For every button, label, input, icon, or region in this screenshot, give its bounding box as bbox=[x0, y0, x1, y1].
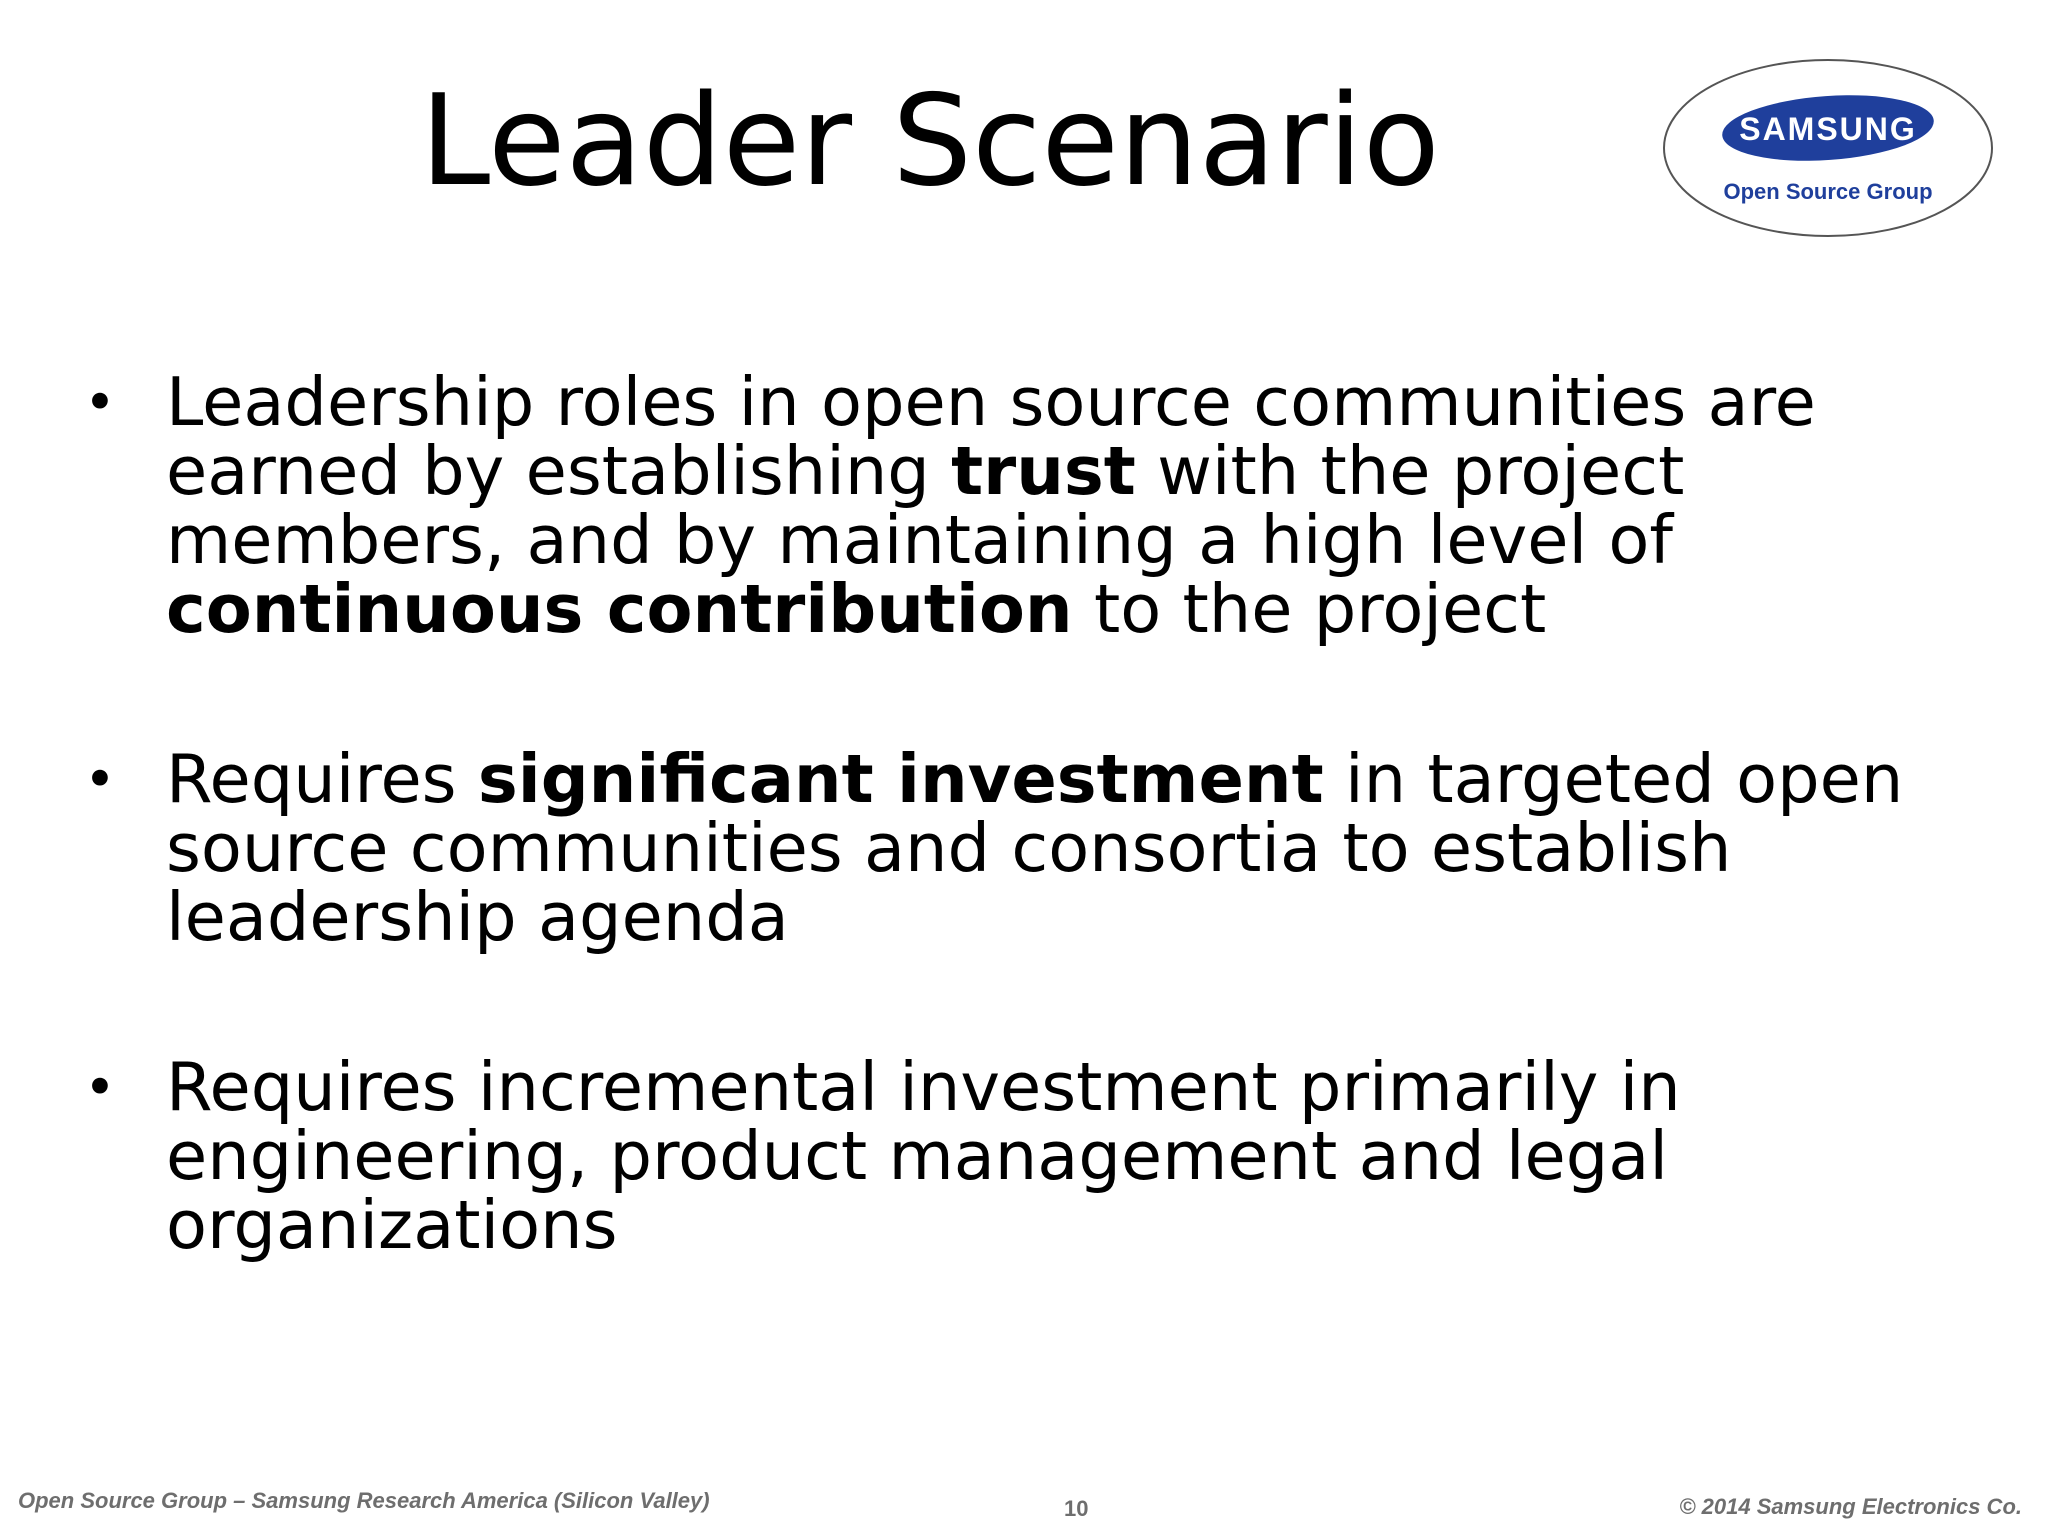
bullet-item bbox=[84, 363, 1816, 648]
bullet-item bbox=[84, 1048, 1804, 1264]
bullet-emphasis-text: continuous contribution bbox=[166, 570, 1073, 648]
bullet-line bbox=[166, 878, 1804, 956]
bullet-text: in targeted open bbox=[1323, 740, 1904, 818]
footer-page-number: 10 bbox=[1064, 1496, 1089, 1521]
slide-title: Leader Scenario bbox=[420, 67, 1440, 214]
bullet-line bbox=[166, 1117, 1804, 1195]
bullet-line bbox=[166, 432, 1804, 510]
footer-organization: Open Source Group – Samsung Research America (Silicon Valley) bbox=[18, 1488, 710, 1513]
logo-subtitle-text: Open Source Group bbox=[1723, 179, 1933, 204]
bullet-dot-icon: • bbox=[84, 1056, 116, 1119]
bullet-text: to the project bbox=[1072, 570, 1547, 648]
bullet-line bbox=[166, 570, 1804, 648]
bullet-emphasis-text: trust bbox=[951, 432, 1136, 510]
samsung-open-source-group-logo bbox=[1660, 56, 1996, 240]
bullet-line bbox=[166, 809, 1804, 887]
bullet-dot-icon: • bbox=[84, 371, 116, 434]
bullet-text: Leadership roles in open source communities are bbox=[166, 363, 1816, 441]
bullet-line bbox=[166, 501, 1804, 579]
logo-brand-text: SAMSUNG bbox=[1739, 111, 1917, 147]
bullet-text: earned by establishing bbox=[166, 432, 952, 510]
bullet-text: members, and by maintaining a high level of bbox=[166, 501, 1674, 579]
bullet-text: source communities and consortia to establish bbox=[166, 809, 1732, 887]
bullet-emphasis-text: significant investment bbox=[477, 740, 1324, 818]
bullet-text: engineering, product management and legal bbox=[166, 1117, 1668, 1195]
bullet-text: organizations bbox=[166, 1186, 618, 1264]
footer-copyright: © 2014 Samsung Electronics Co. bbox=[1679, 1494, 2022, 1519]
bullet-text: leadership agenda bbox=[166, 878, 789, 956]
bullet-line bbox=[166, 1048, 1804, 1126]
bullet-line bbox=[166, 1186, 1804, 1264]
bullet-item bbox=[84, 740, 1904, 956]
bullet-text: Requires incremental investment primarily in bbox=[166, 1048, 1681, 1126]
bullet-line bbox=[166, 740, 1904, 818]
bullet-text: with the project bbox=[1135, 432, 1685, 510]
bullet-dot-icon: • bbox=[84, 748, 116, 811]
bullet-text: Requires bbox=[166, 740, 478, 818]
bullet-list bbox=[84, 363, 1904, 1264]
bullet-line bbox=[166, 363, 1816, 441]
